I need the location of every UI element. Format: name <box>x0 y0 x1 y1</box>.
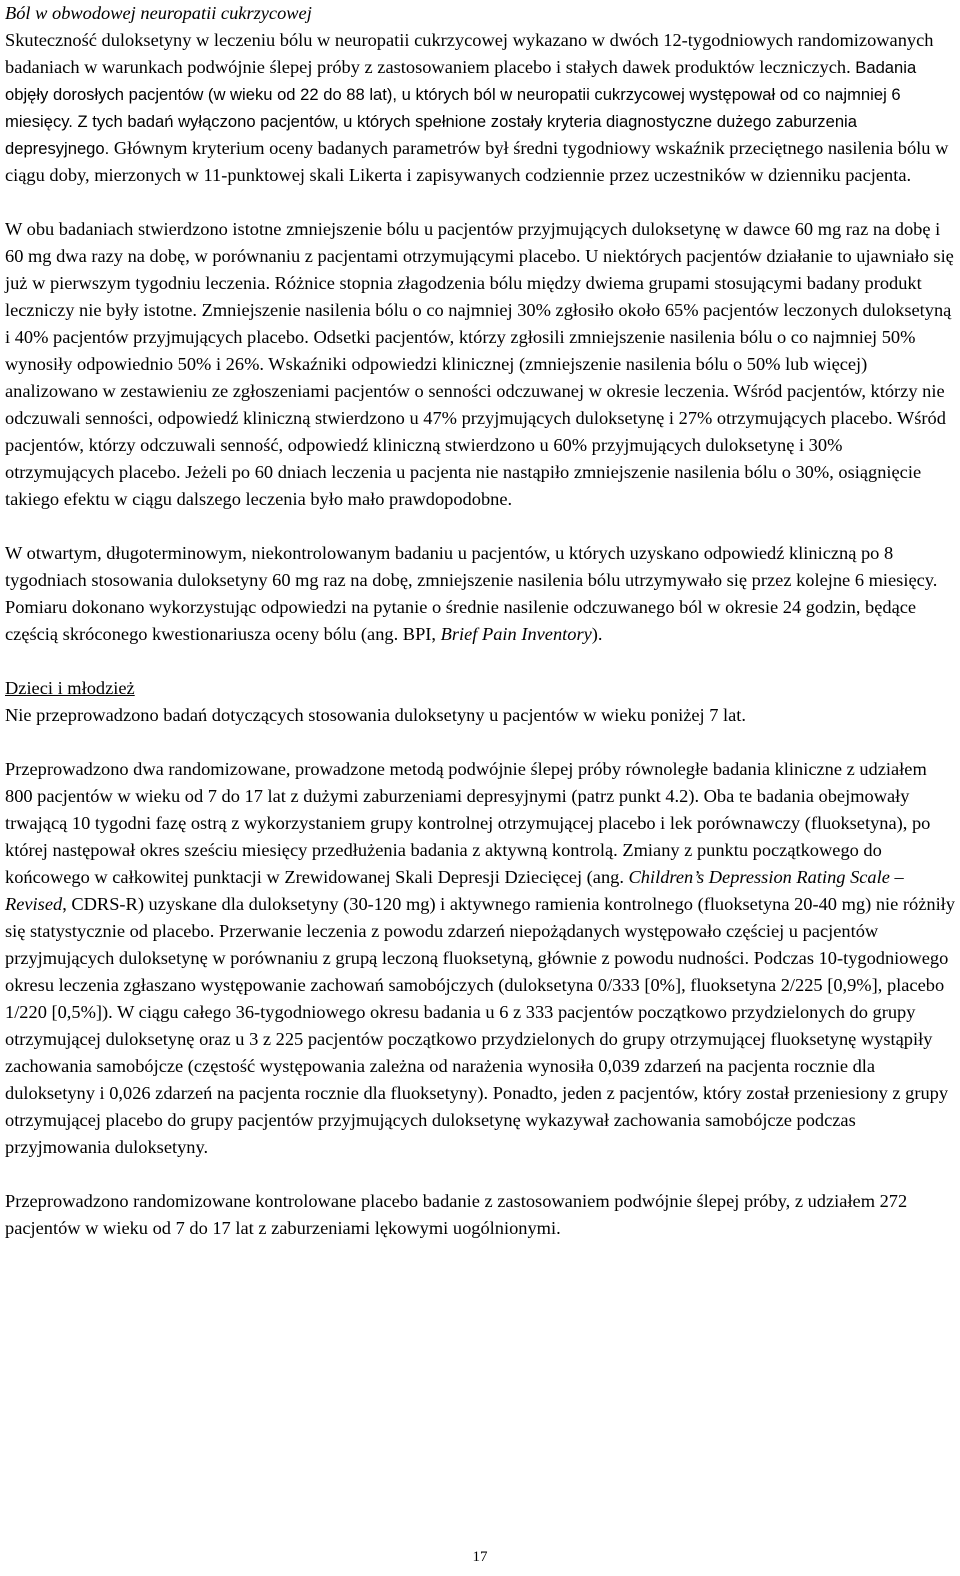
paragraph-spacer <box>5 1161 955 1188</box>
paragraph-spacer <box>5 648 955 675</box>
text-italic-term: Children’s Depression Rating Scale – Revised <box>5 867 904 914</box>
paragraph-neuropathy-results: W obu badaniach stwierdzono istotne zmniejszenie bólu u pacjentów przyjmujących duloksetynę w dawce 60 mg raz na dobę i 60 mg dwa razy na dobę, w porównaniu z pacjentami otrzymującymi placebo. U niektórych pacjentów działanie to ujawniało się już w pierwszym tygodniu leczenia. Różnice stopnia złagodzenia bólu między dwiema grupami stosującymi badany produkt leczniczy nie były istotne. Zmniejszenie nasilenia bólu o co najmniej 30% zgłosiło około 65% pacjentów leczonych duloksetyną i 40% pacjentów przyjmujących placebo. Odsetki pacjentów, którzy zgłosili zmniejszenie nasilenia bólu o co najmniej 50% wynosiły odpowiednio 50% i 26%. Wskaźniki odpowiedzi klinicznej (zmniejszenie nasilenia bólu o 50% lub więcej) analizowano w zestawieniu ze zgłoszeniami pacjentów o senności odczuwanej w okresie leczenia. Wśród pacjentów, którzy nie odczuwali senności, odpowiedź kliniczną stwierdzono u 47% przyjmujących duloksetynę i 27% otrzymujących placebo. Wśród pacjentów, którzy odczuwali senność, odpowiedź kliniczną stwierdzono u 60% przyjmujących duloksetynę i 30% otrzymujących placebo. Jeżeli po 60 dniach leczenia u pacjenta nie nastąpiło zmniejszenie nasilenia bólu o 30%, osiągnięcie takiego efektu w ciągu dalszego leczenia było mało prawdopodobne. <box>5 219 954 509</box>
text-segment: ). <box>591 624 603 644</box>
paragraph-children-anxiety-trial: Przeprowadzono randomizowane kontrolowane placebo badanie z zastosowaniem podwójnie ślepej próby, z udziałem 272 pacjentów w wieku od 7 do 17 lat z zaburzeniami lękowymi uogólnionymi. <box>5 1191 908 1238</box>
sentence-efficacy-intro: Skuteczność duloksetyny w leczeniu bólu w neuropatii cukrzycowej wykazano w dwóch 12-tygodniowych randomizowanych badaniach w warunkach podwójnie ślepej próby z zastosowaniem placebo i stałych dawek produktów leczniczych. <box>5 30 934 77</box>
text-segment: W otwartym, długoterminowym, niekontrolowanym badaniu u pacjentów, u których uzyskano odpowiedź kliniczną po 8 tygodniach stosowania duloksetyny 60 mg raz na dobę, zmniejszenie nasilenia bólu utrzymywało się przez kolejne 6 miesięcy. Pomiaru dokonano wykorzystując odpowiedzi na pytanie o średnie nasilenie odczuwanego ból w okresie 24 godzin, będące częścią skróconego kwestionariusza oceny bólu (ang. BPI, <box>5 543 938 644</box>
sentence-study-population: Badania objęły dorosłych pacjentów (w wieku od 22 do 88 lat), u których ból w neuropatii cukrzycowej występował od co najmniej 6 miesięcy. Z tych badań wyłączono pacjentów, u których spełnione zostały kryteria diagnostyczne dużego zaburzenia depresyjnego. <box>5 58 917 158</box>
text-segment: Przeprowadzono dwa randomizowane, prowadzone metodą podwójnie ślepej próby równoległe badania kliniczne z udziałem 800 pacjentów w wieku od 7 do 17 lat z dużymi zaburzeniami depresyjnymi (patrz punkt 4.2). Oba te badania obejmowały trwającą 10 tygodni fazę ostrą z wykorzystaniem grupy kontrolnej otrzymującej placebo i lek porównawczy (fluoksetyna), po której następował okres sześciu miesięcy przedłużenia badania z aktywną kontrolą. Zmiany z punktu początkowego do końcowego w całkowitej punktacji w Zrewidowanej Skali Depresji Dziecięcej (ang. <box>5 759 931 887</box>
section-heading-children: Dzieci i młodzież <box>5 678 135 698</box>
document-page <box>5 0 955 1242</box>
page-number: 17 <box>472 1549 488 1565</box>
paragraph-spacer <box>5 189 955 216</box>
paragraph-neuropathy-efficacy <box>5 27 955 189</box>
text-segment: , CDRS-R) uzyskane dla duloksetyny (30-120 mg) i aktywnego ramienia kontrolnego (fluoksetyna 20-40 mg) nie różniły się statystycznie od placebo. Przerwanie leczenia z powodu zdarzeń niepożądanych występowało częściej u pacjentów przyjmujących duloksetynę w porównaniu z grupą leczoną fluoksetyną, głównie z powodu nudności. Podczas 10-tygodniowego okresu leczenia zgłaszano występowanie zachowań samobójczych (duloksetyna 0/333 [0%], fluoksetyna 2/225 [0,9%], placebo 1/220 [0,5%]). W ciągu całego 36-tygodniowego okresu badania u 6 z 333 pacjentów początkowo przydzielonych do grupy otrzymującej duloksetynę oraz u 3 z 225 pacjentów początkowo przydzielonych do grupy otrzymującej fluoksetynę wystąpiły zachowania samobójcze (częstość występowania zależna od narażenia wynosiła 0,039 zdarzeń na pacjenta rocznie dla duloksetyny i 0,026 zdarzeń na pacjenta rocznie dla fluoksetyny). Ponadto, jeden z pacjentów, który został przeniesiony z grupy otrzymującej placebo do grupy pacjentów przyjmujących duloksetynę wykazywał zachowania samobójcze podczas przyjmowania duloksetyny. <box>5 894 955 1157</box>
section-heading-neuropathy: Ból w obwodowej neuropatii cukrzycowej <box>5 3 312 23</box>
text-italic-term: Brief Pain Inventory <box>440 624 592 644</box>
paragraph-children-under-7: Nie przeprowadzono badań dotyczących stosowania duloksetyny u pacjentów w wieku poniżej 7 lat. <box>5 705 747 725</box>
paragraph-children-depression-trials <box>5 756 955 1161</box>
paragraph-neuropathy-long-term <box>5 540 955 648</box>
paragraph-spacer <box>5 729 955 756</box>
paragraph-spacer <box>5 513 955 540</box>
sentence-primary-endpoint: Głównym kryterium oceny badanych parametrów był średni tygodniowy wskaźnik przeciętnego nasilenia bólu w ciągu doby, mierzonych w 11-punktowej skali Likerta i zapisywanych codziennie przez uczestników w dzienniku pacjenta. <box>5 138 949 185</box>
